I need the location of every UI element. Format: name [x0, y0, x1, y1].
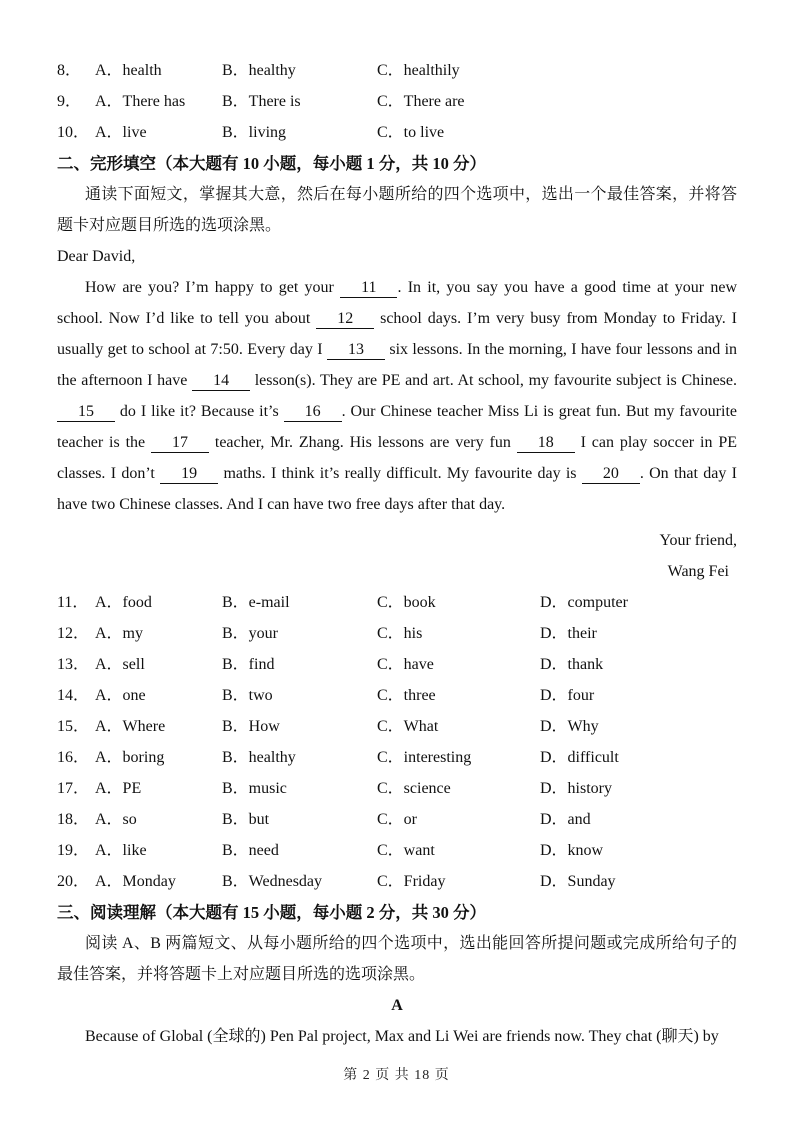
option-c: C．have	[377, 656, 434, 673]
option-d: D．history	[540, 780, 613, 797]
question-row	[57, 649, 737, 680]
option-a: A．There has	[95, 93, 186, 110]
option-b: B．music	[222, 780, 287, 797]
option-b: B．e-mail	[222, 594, 290, 611]
option-b: B．your	[222, 625, 279, 642]
option-a: A．my	[95, 625, 144, 642]
option-c: C．his	[377, 625, 423, 642]
option-d: D．and	[540, 811, 591, 828]
question-number: 8．	[57, 62, 82, 79]
question-number: 12．	[57, 625, 90, 642]
option-a: A．boring	[95, 749, 165, 766]
question-number: 14．	[57, 687, 90, 704]
option-b: B．Wednesday	[222, 873, 323, 890]
option-a: A．so	[95, 811, 137, 828]
option-b: B．healthy	[222, 749, 296, 766]
question-row	[57, 773, 737, 804]
letter-text-segment: I can play soccer in PE classes. I don’t	[57, 434, 737, 482]
option-c: C．Friday	[377, 873, 446, 890]
option-c: C．want	[377, 842, 435, 859]
option-c: C．or	[377, 811, 418, 828]
option-d: D．their	[540, 625, 597, 642]
cloze-blank-11: 11	[340, 279, 397, 298]
letter-closing: Your friend,	[659, 532, 737, 549]
question-row	[57, 680, 737, 711]
question-row	[57, 711, 737, 742]
option-d: D．computer	[540, 594, 628, 611]
option-c: C．There are	[377, 93, 465, 110]
question-number: 19．	[57, 842, 90, 859]
question-number: 13．	[57, 656, 90, 673]
question-number: 20．	[57, 873, 90, 890]
option-a: A．health	[95, 62, 162, 79]
question-row	[57, 618, 737, 649]
option-a: A．Monday	[95, 873, 176, 890]
section-3-instructions: 阅读 A、B 两篇短文、从每小题所给的四个选项中，选出能回答所提问题或完成所给句子的最佳答案，并将答题卡上对应题目所选的选项涂黑。	[57, 935, 737, 983]
option-c: C．book	[377, 594, 436, 611]
option-b: B．There is	[222, 93, 301, 110]
option-a: A．food	[95, 594, 152, 611]
section-2-title: 二、完形填空（本大题有 10 小题，每小题 1 分，共 10 分）	[57, 154, 486, 173]
question-row	[57, 55, 737, 86]
option-c: C．healthily	[377, 62, 460, 79]
option-b: B．How	[222, 718, 280, 735]
letter-text-segment: lesson(s). They are PE and art. At school, my favourite subject is Chinese.	[250, 372, 737, 389]
option-c: C．What	[377, 718, 439, 735]
question-row	[57, 835, 737, 866]
question-row	[57, 742, 737, 773]
option-d: D．thank	[540, 656, 604, 673]
option-d: D．Why	[540, 718, 599, 735]
letter-text-segment: school days. I’m very busy from Monday to Friday. I usually get to school at 7:50. Every day I	[57, 310, 738, 358]
letter-text-segment: do I like it? Because it’s	[115, 403, 284, 420]
cloze-blank-15: 15	[57, 403, 115, 422]
passage-a-label: A	[391, 997, 403, 1014]
option-b: B．healthy	[222, 62, 296, 79]
cloze-blank-18: 18	[517, 434, 575, 453]
letter-text-segment: How are you? I’m happy to get your	[85, 279, 341, 296]
option-c: C．three	[377, 687, 436, 704]
question-row	[57, 804, 737, 835]
question-number: 11．	[57, 594, 89, 611]
question-number: 16．	[57, 749, 90, 766]
letter-text-segment: . On that day I have two Chinese classes. And I can have two free days after that day.	[57, 465, 737, 513]
letter-text-segment: six lessons. In the morning, I have four lessons and in the afternoon I have	[57, 341, 738, 389]
letter-text-segment: . Our Chinese teacher Miss Li is great fun. But my favourite teacher is the	[57, 403, 737, 451]
letter-body	[57, 272, 737, 520]
letter-signature: Wang Fei	[667, 563, 729, 580]
question-number: 17．	[57, 780, 90, 797]
question-number: 15．	[57, 718, 90, 735]
section-2-instructions: 通读下面短文，掌握其大意，然后在每小题所给的四个选项中，选出一个最佳答案，并将答题卡对应题目所选的选项涂黑。	[57, 186, 737, 234]
question-row	[57, 587, 737, 618]
option-a: A．sell	[95, 656, 145, 673]
question-number: 10．	[57, 124, 90, 141]
option-c: C．to live	[377, 124, 445, 141]
cloze-blank-19: 19	[160, 465, 218, 484]
option-b: B．living	[222, 124, 287, 141]
letter-text-segment: maths. I think it’s really difficult. My favourite day is	[218, 465, 582, 482]
cloze-blank-20: 20	[582, 465, 640, 484]
cloze-blank-17: 17	[151, 434, 209, 453]
cloze-blank-16: 16	[284, 403, 342, 422]
option-b: B．need	[222, 842, 279, 859]
question-row	[57, 117, 737, 148]
letter-text-segment: teacher, Mr. Zhang. His lessons are very fun	[209, 434, 517, 451]
page-number-footer: 第 2 页 共 18 页	[343, 1068, 450, 1083]
cloze-blank-14: 14	[192, 372, 250, 391]
option-d: D．know	[540, 842, 604, 859]
option-b: B．find	[222, 656, 275, 673]
letter-text-segment: . In it, you say you have a good time at your new school. Now I’d like to tell you about	[57, 279, 738, 327]
letter-salutation: Dear David,	[57, 248, 136, 265]
option-c: C．science	[377, 780, 451, 797]
section-3-title: 三、阅读理解（本大题有 15 小题，每小题 2 分，共 30 分）	[57, 903, 486, 922]
question-row	[57, 866, 737, 897]
passage-a-text: Because of Global (全球的) Pen Pal project, Max and Li Wei are friends now. They chat (聊天) by	[85, 1028, 719, 1045]
option-a: A．PE	[95, 780, 142, 797]
option-d: D．four	[540, 687, 595, 704]
option-a: A．like	[95, 842, 147, 859]
option-a: A．one	[95, 687, 146, 704]
option-a: A．live	[95, 124, 147, 141]
cloze-blank-12: 12	[316, 310, 374, 329]
question-number: 9．	[57, 93, 82, 110]
question-number: 18．	[57, 811, 90, 828]
question-row	[57, 86, 737, 117]
option-b: B．two	[222, 687, 273, 704]
cloze-blank-13: 13	[327, 341, 385, 360]
option-a: A．Where	[95, 718, 166, 735]
option-b: B．but	[222, 811, 270, 828]
option-d: D．difficult	[540, 749, 619, 766]
option-d: D．Sunday	[540, 873, 616, 890]
option-c: C．interesting	[377, 749, 472, 766]
